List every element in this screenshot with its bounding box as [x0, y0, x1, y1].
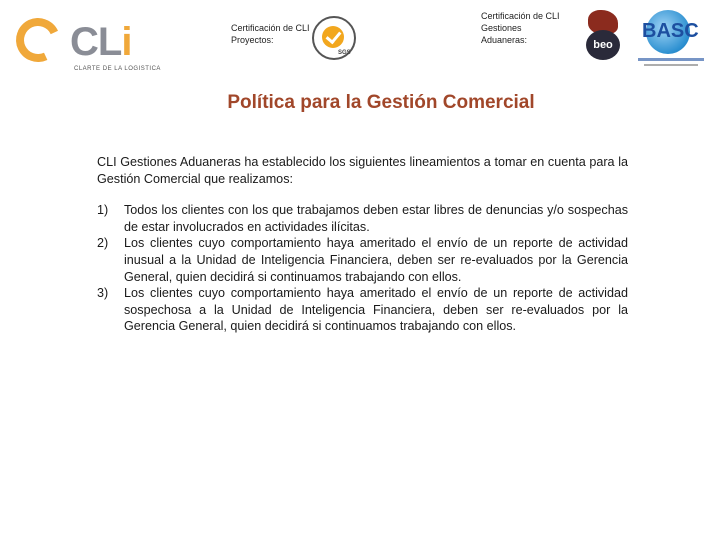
- cert-aduanas-label: Certificación de CLI Gestiones Aduaneras:: [481, 11, 560, 45]
- list-item-number: 1): [97, 203, 109, 218]
- list-item-number: 2): [97, 236, 109, 251]
- cli-logo-tagline: CLARTE DE LA LOGISTICA: [74, 66, 161, 72]
- cli-ring-icon: [10, 12, 66, 68]
- list-item-number: 3): [97, 286, 109, 301]
- list-item: [97, 285, 628, 335]
- list-item-text: Todos los clientes con los que trabajamos deben estar libres de denuncias y/o sospechas de estar involucrados en actividades ilícitas.: [124, 203, 628, 234]
- beo-logo: [582, 10, 626, 62]
- sgs-seal-text: SGS: [338, 50, 351, 56]
- document-body: [97, 154, 628, 335]
- check-seal-icon: [322, 26, 344, 48]
- cli-logo: [14, 14, 164, 76]
- intro-paragraph: CLI Gestiones Aduaneras ha establecido los siguientes lineamientos a tomar en cuenta para la Gestión Comercial que realizamos:: [97, 155, 628, 186]
- list-item-text: Los clientes cuyo comportamiento haya ameritado el envío de un reporte de actividad inusual a la Unidad de Inteligencia Financiera, deben ser re-evaluados por la Gerencia General, quien decidirá si continuamos trabajando con ellos.: [124, 236, 628, 284]
- basc-logo-text: BASC: [642, 20, 699, 42]
- cert-projects-label: Certificación de CLI Proyectos:: [231, 23, 310, 45]
- basc-logo: [638, 10, 704, 70]
- cli-logo-word: CL: [70, 20, 122, 64]
- sgs-seal-logo: [312, 16, 358, 62]
- list-item-text: Los clientes cuyo comportamiento haya ameritado el envío de un reporte de actividad sospechosa a la Unidad de Inteligencia Financiera, deben ser re-evaluados por la Gerencia General, quien decidirá si continuamos trabajando con ellos.: [124, 286, 628, 334]
- beo-logo-text: beo: [586, 30, 620, 60]
- cli-logo-i: i: [121, 20, 132, 64]
- list-item: [97, 235, 628, 285]
- page-title: Política para la Gestión Comercial: [227, 92, 535, 113]
- list-item: [97, 202, 628, 235]
